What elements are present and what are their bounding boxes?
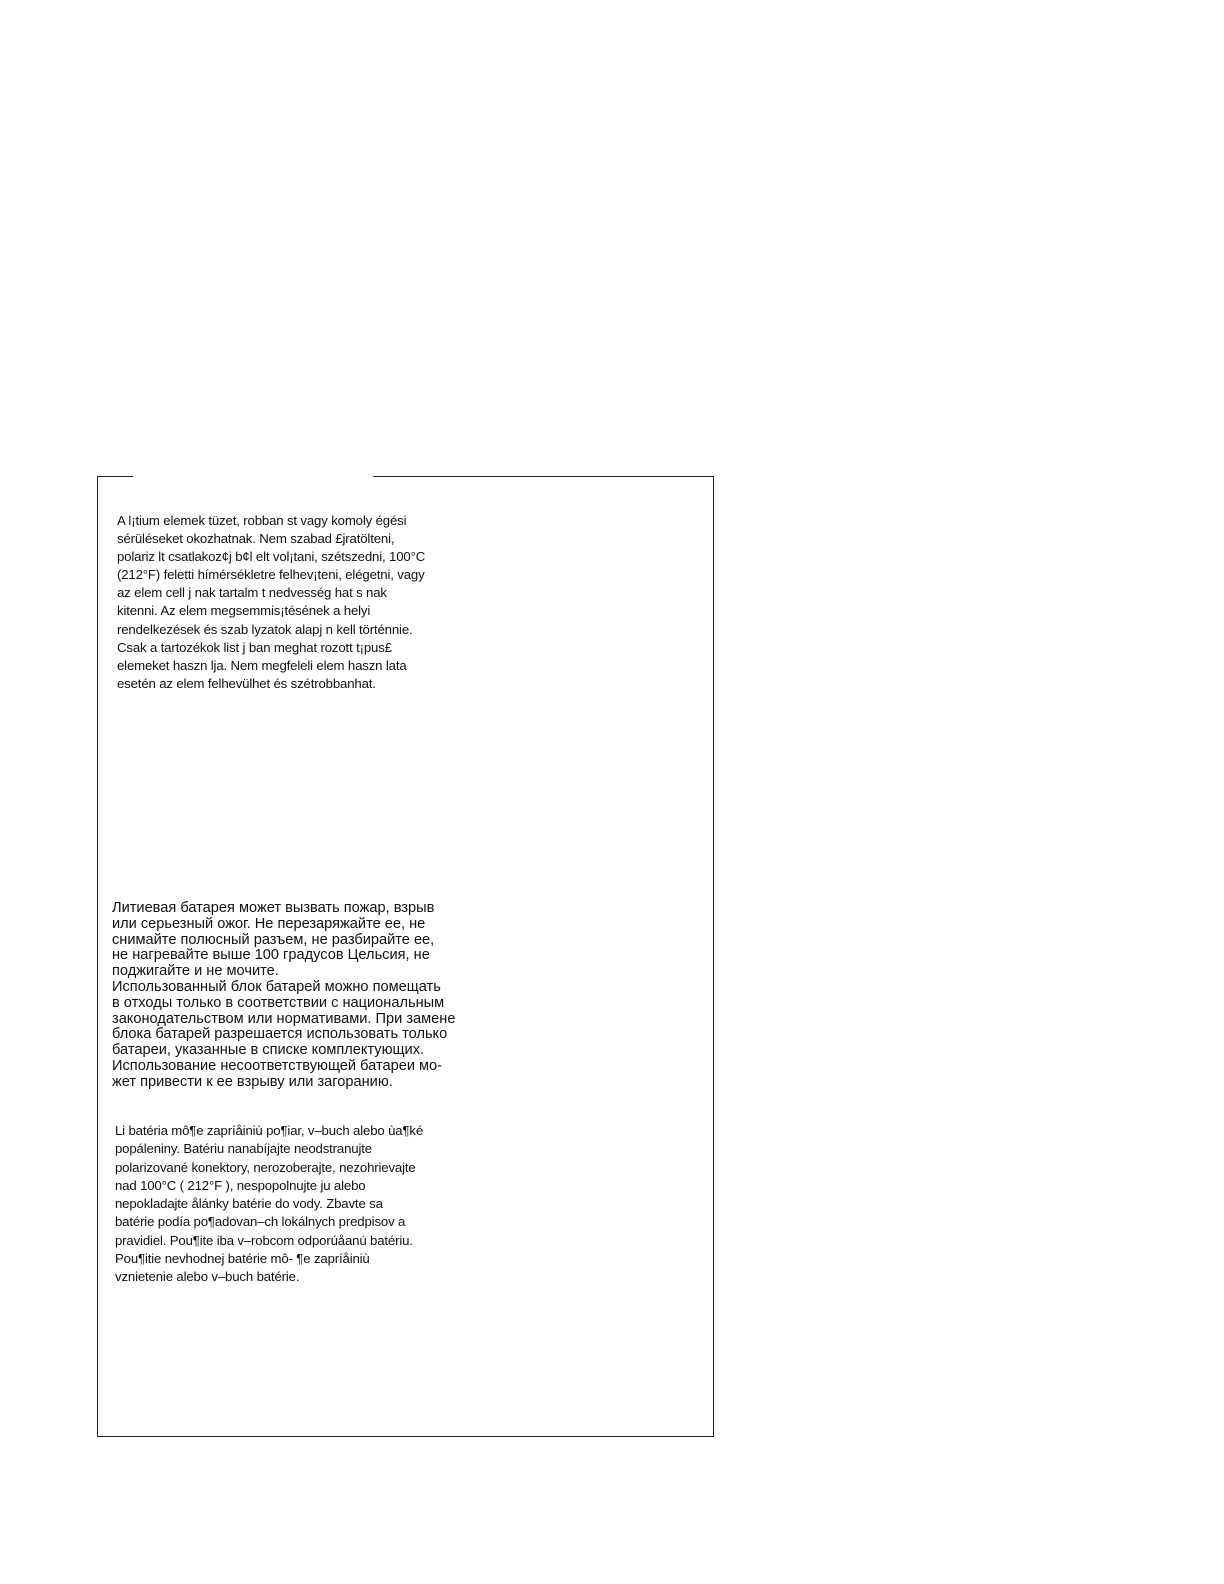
warning-text-russian: Литиевая батарея может вызвать пожар, взрыв или серьезный ожог. Не перезаряжайте ее, не снимайте полюсный разъем, не разбирайте ее, не нагревайте выше 100 градусов Цельсия, не поджигайте и не мочите. Использованный блок батарей можно помещать в отходы только в соответствии с национальным законодательством или нормативами. При замене блока батарей разрешается использовать только батареи, указанные в списке комплектующих. Использование несоответствующей батареи мо- жет привести к ее взрыву или загоранию. — [112, 900, 456, 1090]
warning-text-slovak: Li batéria mô¶e zapríåiniù po¶iar, v–buch alebo ùa¶ké popáleniny. Batériu nanabíjajte neodstranujte polarizované konektory, nerozoberajte, nezohrievajte nad 100°C ( 212°F ), nespopolnujte ju alebo nepokladajte ålánky batérie do vody. Zbavte sa batérie podía po¶adovan–ch lokálnych predpisov a pravidiel. Pou¶ite iba v–robcom odporúåanú batériu. Pou¶itie nevhodnej batérie mô- ¶e zapríåiniù vznietenie alebo v–buch batérie. — [115, 1123, 424, 1285]
frame-top-gap — [133, 474, 373, 479]
warning-text-hungarian: A l¡tium elemek tüzet, robban st vagy komoly égési sérüléseket okozhatnak. Nem szabad £jratölteni, polariz lt csatlakoz¢j b¢l elt vol¡tani, szétszedni, 100°C (212°F) feletti hímérsékletre felhev¡teni, elégetni, vagy az elem cell j nak tartalm t nedvesség hat s nak kitenni. Az elem megsemmis¡tésének a helyi rendelkezések és szab lyzatok alapj n kell történnie. Csak a tartozékok list j ban meghat rozott t¡pus£ elemeket haszn lja. Nem megfeleli elem haszn lata esetén az elem felhevülhet és szétrobbanhat. — [117, 513, 426, 691]
